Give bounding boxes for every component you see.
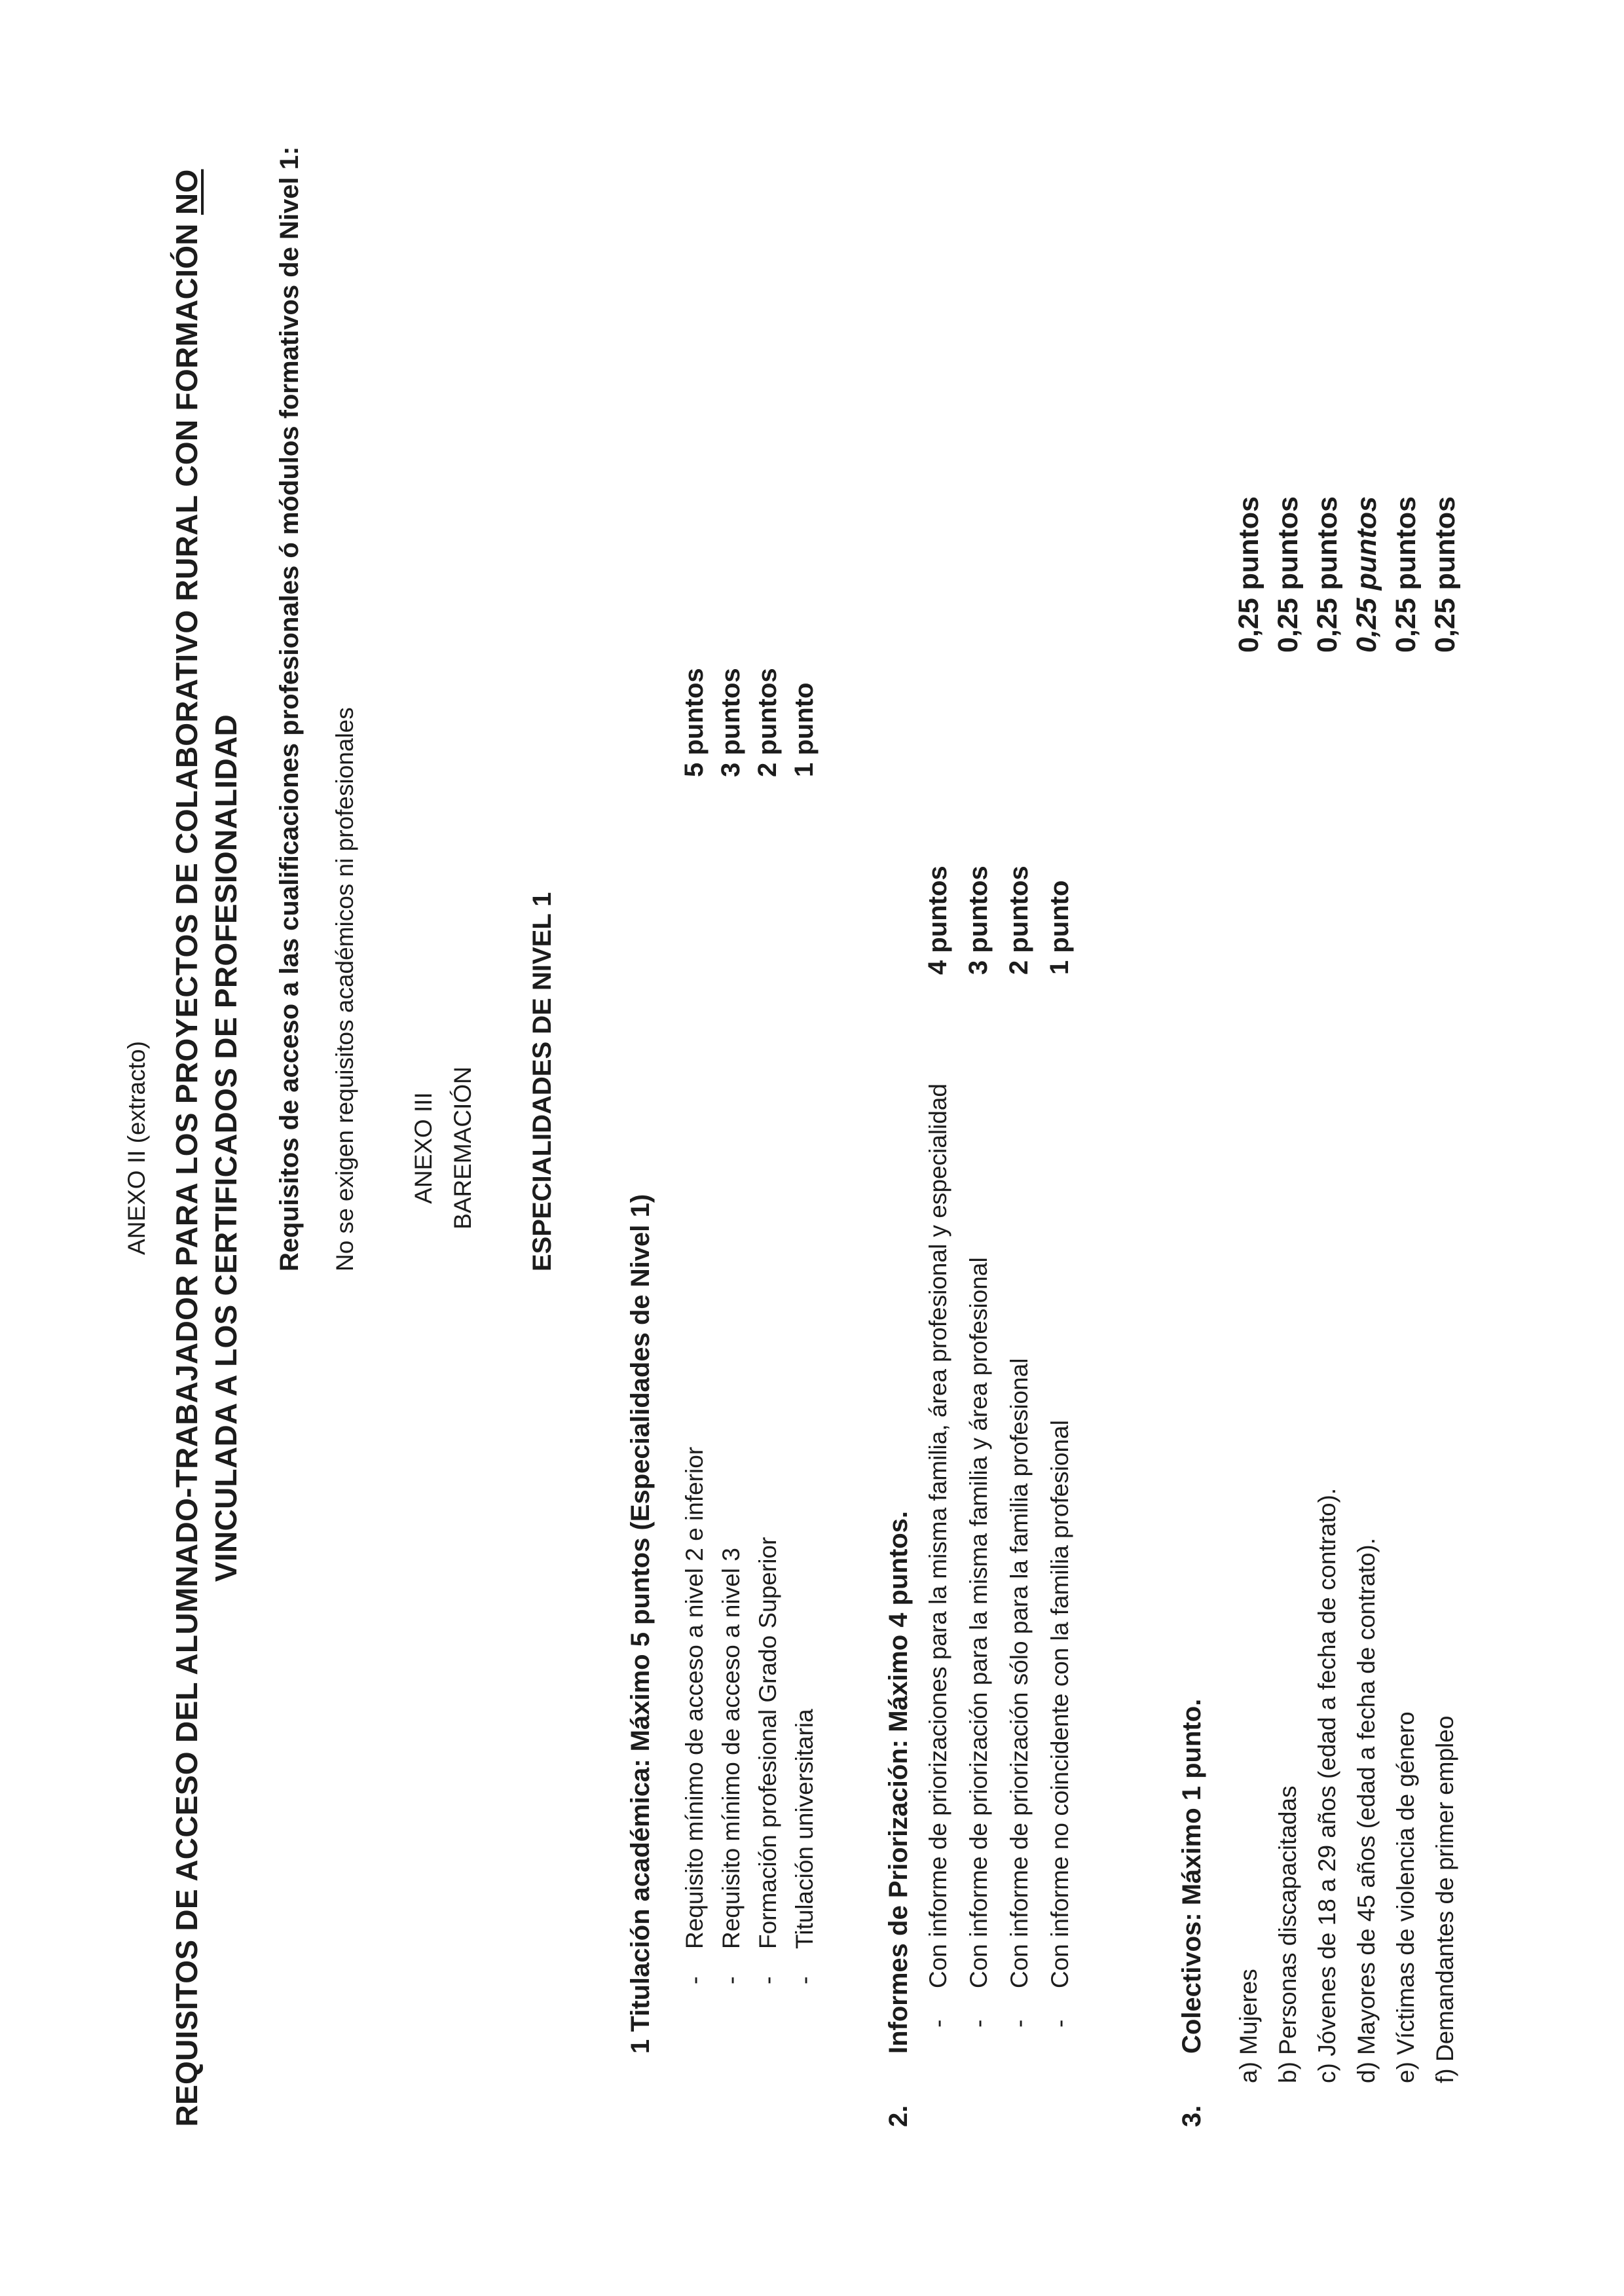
section2-number: 2. xyxy=(884,2105,913,2127)
list-item-label: Con informe de priorización sólo para la familia profesional xyxy=(1006,1358,1033,1988)
section2-heading: Informes de Priorización: Máximo 4 puntos. xyxy=(884,1510,913,2054)
list-dash: - xyxy=(1046,2019,1073,2028)
main-title-line1 xyxy=(172,0,202,2296)
list-item-points: 3 puntos xyxy=(964,866,993,975)
list-item-label: f) Demandantes de primer empleo xyxy=(1431,1715,1458,2083)
list-item-points: 4 puntos xyxy=(923,866,952,975)
list-item-points: 0,25 puntos xyxy=(1430,496,1461,653)
list-item-label: b) Personas discapacitadas xyxy=(1274,1785,1301,2083)
requisitos-text: No se exigen requisitos académicos ni profesionales xyxy=(331,707,358,1271)
list-item-label: Titulación universitaria xyxy=(791,1709,818,1949)
list-item-label: Requisito mínimo de acceso a nivel 3 xyxy=(718,1548,745,1949)
list-item-points: 0,25 puntos xyxy=(1351,496,1382,653)
list-dash: - xyxy=(925,2019,951,2028)
list-dash: - xyxy=(681,1976,708,1984)
list-item-label: Con informe de priorización para la misma familia y área profesional xyxy=(965,1257,992,1988)
list-item-label: Con informe de priorizaciones para la misma familia, área profesional y especialidad xyxy=(925,1083,951,1988)
list-dash: - xyxy=(791,1976,818,1984)
main-title-underlined-no: NO xyxy=(170,169,204,215)
list-item-points: 0,25 puntos xyxy=(1390,496,1422,653)
specialties-heading: ESPECIALIDADES DE NIVEL 1 xyxy=(528,892,557,1271)
list-item-points: 1 punto xyxy=(1045,880,1074,975)
list-dash: - xyxy=(965,2019,992,2028)
list-item-points: 2 puntos xyxy=(753,668,782,777)
list-item-label: e) Víctimas de violencia de género xyxy=(1392,1711,1419,2083)
list-dash: - xyxy=(1006,2019,1033,2028)
list-dash: - xyxy=(718,1976,745,1984)
list-item-label: Formación profesional Grado Superior xyxy=(754,1537,781,1949)
list-item-points: 3 puntos xyxy=(716,668,745,777)
list-item-label: Con informe no coincidente con la familia profesional xyxy=(1046,1420,1073,1988)
annex-iii-label: ANEXO III xyxy=(410,1092,437,1204)
list-item-points: 2 puntos xyxy=(1005,866,1033,975)
section3-number: 3. xyxy=(1177,2105,1206,2127)
list-item-points: 0,25 puntos xyxy=(1312,496,1343,653)
list-item-points: 1 punto xyxy=(790,682,819,777)
list-item-points: 5 puntos xyxy=(680,668,709,777)
section3-heading: Colectivos: Máximo 1 punto. xyxy=(1177,1698,1206,2054)
list-item-label: Requisito mínimo de acceso a nivel 2 e inferior xyxy=(681,1446,708,1949)
main-title-line2: VINCULADA A LOS CERTIFICADOS DE PROFESIONALIDAD xyxy=(209,714,243,1582)
list-dash: - xyxy=(754,1976,781,1984)
list-item-points: 0,25 puntos xyxy=(1233,496,1264,653)
main-title-text: REQUISITOS DE ACCESO DEL ALUMNADO-TRABAJADOR PARA LOS PROYECTOS DE COLABORATIVO RURAL CON FORMACIÓN xyxy=(170,223,204,2127)
annex-ii-title: ANEXO II (extracto) xyxy=(123,1041,150,1255)
list-item-points: 0,25 puntos xyxy=(1272,496,1304,653)
annex-iii-title: BAREMACIÓN xyxy=(449,1066,476,1230)
requisitos-heading: Requisitos de acceso a las cualificaciones profesionales ó módulos formativos de Nivel 1: xyxy=(275,146,304,1271)
list-item-label: d) Mayores de 45 años (edad a fecha de contrato). xyxy=(1353,1537,1380,2083)
list-item-label: a) Mujeres xyxy=(1235,1969,1262,2083)
section1-heading: 1 Titulación académica: Máximo 5 puntos (Especialidades de Nivel 1) xyxy=(626,1194,655,2054)
list-item-label: c) Jóvenes de 18 a 29 años (edad a fecha de contrato). xyxy=(1314,1487,1340,2083)
